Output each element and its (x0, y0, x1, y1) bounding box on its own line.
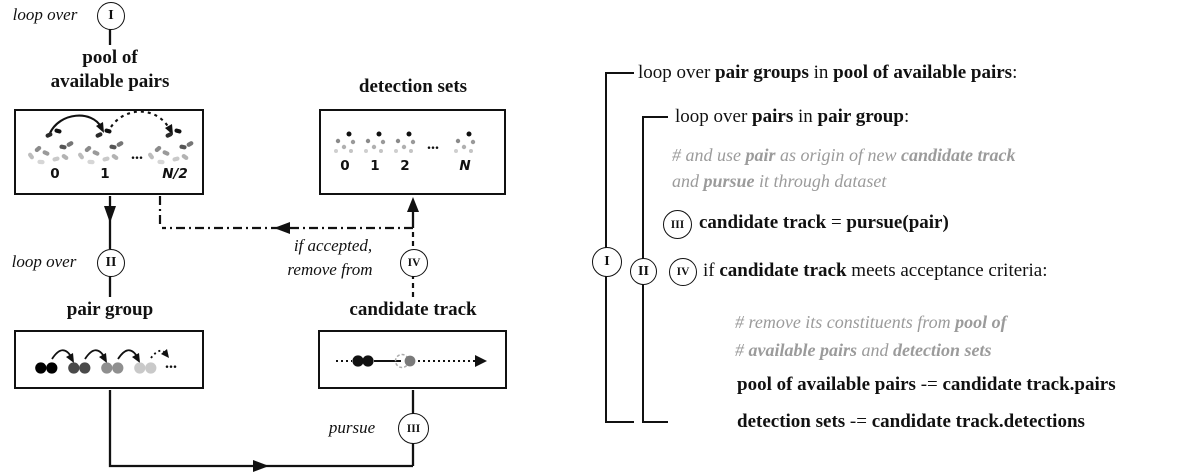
pursue-label: pursue (328, 418, 376, 437)
pool-title (14, 46, 206, 94)
pc-line-loop-pairs: loop over pairs in pair group: (675, 106, 910, 127)
pool-label-1: 1 (100, 166, 110, 182)
step-circle-iv: IV (400, 249, 428, 277)
pc-line-assign-candidate: candidate track = pursue(pair) (699, 212, 949, 233)
pc-comment-remove-1: # remove its constituents from pool of (735, 312, 1007, 332)
pc-comment-remove-2: # available pairs and detection sets (735, 340, 992, 360)
detection-label-n: N (459, 158, 471, 174)
pool-title-line2: available pairs (50, 71, 170, 92)
pair-group-title: pair group (66, 299, 154, 320)
if-accepted-label-1: if accepted, (293, 236, 373, 255)
detection-sets-title: detection sets (358, 76, 468, 97)
step-circle-ii: II (97, 249, 125, 277)
detection-label-2: 2 (400, 158, 410, 174)
loop-brackets (606, 73, 668, 422)
detection-sets-box (319, 109, 506, 195)
loop-over-top-label: loop over (12, 5, 78, 24)
pair-group-ellipsis: ... (165, 355, 177, 372)
candidate-track-title: candidate track (349, 299, 477, 320)
pool-ellipsis: ... (131, 146, 143, 163)
pc-circle-ii: II (630, 258, 657, 285)
pc-circle-i: I (592, 247, 622, 277)
pool-label-n2: N/2 (162, 166, 188, 182)
arrow-up (407, 197, 419, 212)
candidate-track-box (318, 330, 507, 389)
pc-circle-iv: IV (669, 258, 697, 286)
detection-ellipsis: ... (427, 136, 439, 153)
arrow-down (104, 206, 116, 223)
step-circle-i: I (97, 2, 125, 30)
pc-line-if-acceptance: if candidate track meets acceptance criteria: (703, 260, 1048, 281)
pc-comment-origin: # and use pair as origin of new candidate track (672, 145, 1016, 165)
if-accepted-label-2: remove from (287, 260, 373, 279)
detection-label-1: 1 (370, 158, 380, 174)
pc-comment-pursue: and pursue it through dataset (672, 171, 887, 191)
arrow-left (274, 222, 290, 234)
pool-of-available-pairs-box (14, 109, 204, 195)
pc-line-loop-pair-groups: loop over pair groups in pool of available pairs: (638, 62, 1018, 83)
pc-circle-iii: III (663, 210, 692, 239)
pool-label-0: 0 (50, 166, 60, 182)
loop-over-mid-label: loop over (11, 252, 77, 271)
step-circle-iii: III (398, 413, 429, 444)
pc-line-remove-detections: detection sets -= candidate track.detections (737, 411, 1085, 432)
detection-label-0: 0 (340, 158, 350, 174)
arrow-right (253, 460, 269, 472)
pc-line-remove-pairs: pool of available pairs -= candidate track.pairs (737, 374, 1116, 395)
pool-title-line1: pool of (82, 47, 138, 68)
